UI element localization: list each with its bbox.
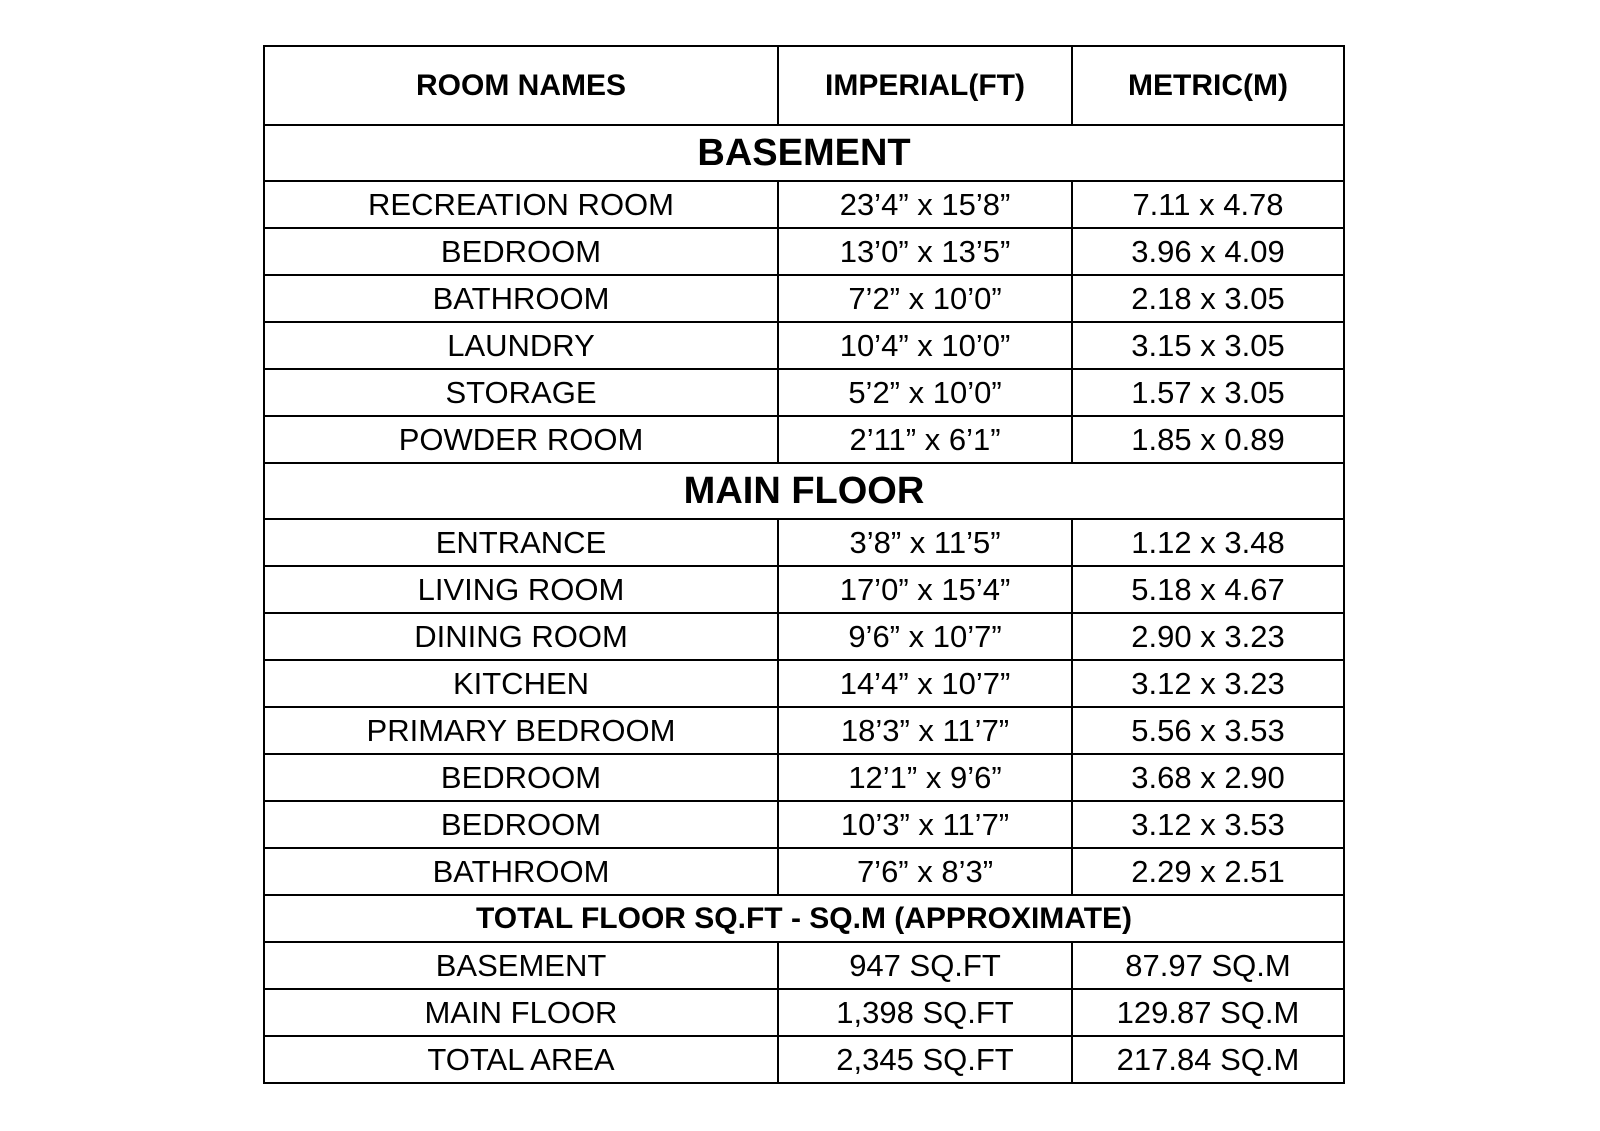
room-name: BEDROOM [264,228,778,275]
room-metric: 7.11 x 4.78 [1072,181,1344,228]
total-name: BASEMENT [264,942,778,989]
table-row [264,181,1344,228]
table-row [264,942,1344,989]
room-imperial: 13’0” x 13’5” [778,228,1072,275]
header-metric: METRIC(M) [1072,46,1344,125]
table-row [264,1036,1344,1083]
room-name: BEDROOM [264,754,778,801]
room-imperial: 10’4” x 10’0” [778,322,1072,369]
header-row [264,46,1344,125]
room-dimensions-table [263,45,1345,1084]
room-name: KITCHEN [264,660,778,707]
table-row [264,519,1344,566]
room-metric: 3.96 x 4.09 [1072,228,1344,275]
table-row [264,322,1344,369]
header-imperial: IMPERIAL(FT) [778,46,1072,125]
room-imperial: 7’6” x 8’3” [778,848,1072,895]
total-metric: 129.87 SQ.M [1072,989,1344,1036]
room-imperial: 18’3” x 11’7” [778,707,1072,754]
section-row-main-floor [264,463,1344,519]
table-row [264,613,1344,660]
room-imperial: 12’1” x 9’6” [778,754,1072,801]
room-name: STORAGE [264,369,778,416]
header-room-names: ROOM NAMES [264,46,778,125]
section-title-totals: TOTAL FLOOR SQ.FT - SQ.M (APPROXIMATE) [264,895,1344,942]
room-name: BATHROOM [264,848,778,895]
room-imperial: 2’11” x 6’1” [778,416,1072,463]
room-metric: 1.57 x 3.05 [1072,369,1344,416]
table-row [264,754,1344,801]
room-name: RECREATION ROOM [264,181,778,228]
room-imperial: 3’8” x 11’5” [778,519,1072,566]
room-name: DINING ROOM [264,613,778,660]
table-row [264,566,1344,613]
room-metric: 3.15 x 3.05 [1072,322,1344,369]
room-metric: 2.90 x 3.23 [1072,613,1344,660]
table-row [264,275,1344,322]
room-name: PRIMARY BEDROOM [264,707,778,754]
table-row [264,416,1344,463]
room-imperial: 10’3” x 11’7” [778,801,1072,848]
total-imperial: 1,398 SQ.FT [778,989,1072,1036]
room-name: BEDROOM [264,801,778,848]
table-row [264,801,1344,848]
room-metric: 1.85 x 0.89 [1072,416,1344,463]
section-row-totals [264,895,1344,942]
room-imperial: 7’2” x 10’0” [778,275,1072,322]
room-metric: 5.56 x 3.53 [1072,707,1344,754]
total-name: MAIN FLOOR [264,989,778,1036]
total-name: TOTAL AREA [264,1036,778,1083]
room-imperial: 5’2” x 10’0” [778,369,1072,416]
room-name: LIVING ROOM [264,566,778,613]
room-name: LAUNDRY [264,322,778,369]
section-row-basement [264,125,1344,181]
table-row [264,369,1344,416]
table-row [264,707,1344,754]
room-imperial: 9’6” x 10’7” [778,613,1072,660]
table-row [264,989,1344,1036]
room-metric: 5.18 x 4.67 [1072,566,1344,613]
total-imperial: 2,345 SQ.FT [778,1036,1072,1083]
room-metric: 3.12 x 3.23 [1072,660,1344,707]
total-metric: 217.84 SQ.M [1072,1036,1344,1083]
room-name: BATHROOM [264,275,778,322]
total-metric: 87.97 SQ.M [1072,942,1344,989]
total-imperial: 947 SQ.FT [778,942,1072,989]
room-metric: 3.68 x 2.90 [1072,754,1344,801]
room-metric: 2.29 x 2.51 [1072,848,1344,895]
table-row [264,660,1344,707]
table-row [264,848,1344,895]
room-imperial: 23’4” x 15’8” [778,181,1072,228]
room-imperial: 14’4” x 10’7” [778,660,1072,707]
room-imperial: 17’0” x 15’4” [778,566,1072,613]
room-name: ENTRANCE [264,519,778,566]
section-title-main-floor: MAIN FLOOR [264,463,1344,519]
table-row [264,228,1344,275]
section-title-basement: BASEMENT [264,125,1344,181]
room-name: POWDER ROOM [264,416,778,463]
room-metric: 3.12 x 3.53 [1072,801,1344,848]
room-metric: 2.18 x 3.05 [1072,275,1344,322]
room-metric: 1.12 x 3.48 [1072,519,1344,566]
